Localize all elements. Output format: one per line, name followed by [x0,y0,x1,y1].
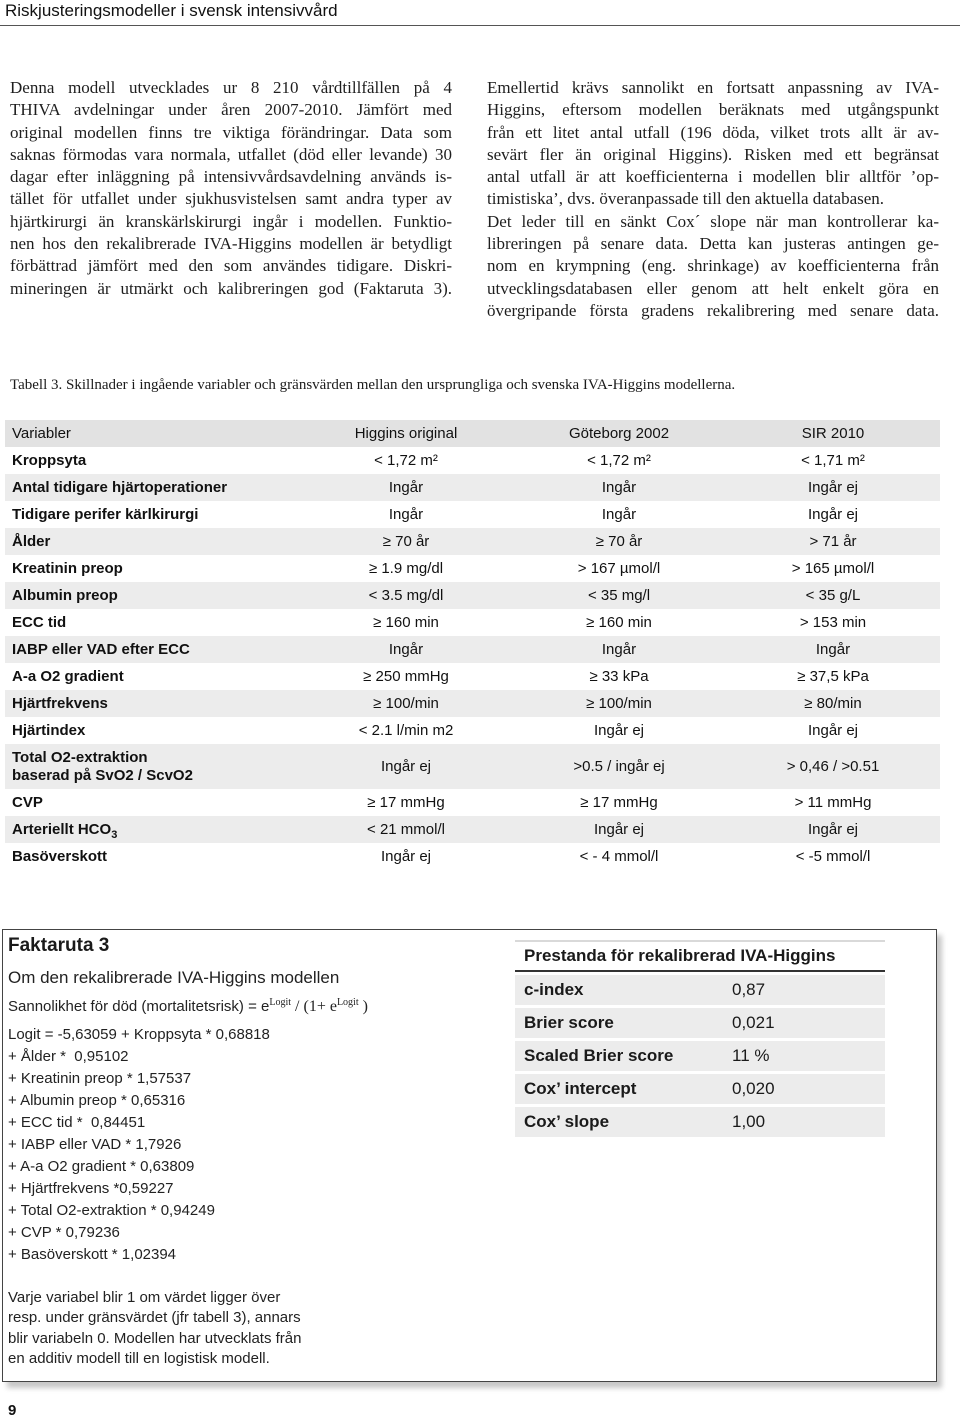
fact-box-subtitle: Om den rekalibrerade IVA-Higgins modellen [8,968,340,987]
goteborg-2002-value: Ingår [601,478,637,496]
goteborg-2002-value: Ingår [601,505,637,523]
higgins-original-value: < 3.5 mg/dl [368,586,444,604]
body-text-line: övergripande första gradens rekalibrering med senare data. [487,300,939,320]
higgins-original-value: Ingår ej [380,847,432,865]
table-caption: Tabell 3. Skillnader i ingående variabler och gränsvärden mellan den ursprungliga och svenska IVA-Higgins modellerna. [10,377,736,393]
table-row [5,474,940,501]
higgins-original-value: Ingår [388,478,424,496]
formula-line: + CVP * 0,79236 [8,1224,120,1241]
variable-label: Hjärtfrekvens [12,694,108,712]
table-row [5,501,940,528]
variable-label: Ålder [12,532,51,550]
goteborg-2002-value: < - 4 mmol/l [579,847,659,865]
goteborg-2002-value: Ingår ej [593,820,645,838]
probability-formula [8,996,368,1018]
performance-table [515,940,885,1137]
variable-label [5,744,300,789]
column-header-higgins-original: Higgins original [300,420,512,447]
higgins-original-value: ≥ 160 min [373,613,439,631]
higgins-original-value: ≥ 250 mmHg [363,667,449,685]
performance-row [515,1041,885,1071]
body-text-line: THIVA avdelningar under åren 2007-2010. Jämfört med [10,100,452,120]
body-text-line: tället för utfallet under sjukhusvistelsen samt andra typer av [10,189,452,209]
performance-row [515,1008,885,1038]
running-header-title: Riskjusteringsmodeller i svensk intensivvård [5,1,338,20]
metric-value: 0,021 [732,1013,775,1032]
table-row [5,663,940,690]
table-row [5,816,940,843]
metric-label: Scaled Brier score [524,1046,674,1065]
higgins-original-value: ≥ 100/min [373,694,439,712]
higgins-original-value: < 1,72 m² [374,451,438,469]
goteborg-2002-value: Ingår ej [593,721,645,739]
goteborg-2002-value: ≥ 160 min [586,613,652,631]
body-text-line: original modellen finns tre viktiga förändringar. Data som [10,122,452,142]
formula-line: + Albumin preop * 0,65316 [8,1092,186,1109]
metric-value: 11 % [732,1046,770,1065]
body-text-line: sevärt fler än original Higgins). Risken med ett begränsat [487,144,939,164]
sir-2010-value: < -5 mmol/l [795,847,871,865]
variable-label: ECC tid [12,613,67,631]
body-text-line: utvecklingsdatabasen eller genom att helt enkelt göra en [487,278,939,298]
table-row [5,690,940,717]
body-text-line: Higgins, eftersom modellen beräknats med utgångspunkt [487,100,939,120]
higgins-original-value: ≥ 17 mmHg [367,793,445,811]
table-row [5,717,940,744]
variable-label: CVP [12,793,43,811]
sir-2010-value: Ingår [815,640,851,658]
body-text-line: libreringen på senare data. Detta kan justeras antingen ge- [487,234,939,254]
performance-title: Prestanda för rekalibrerad IVA-Higgins [515,940,885,972]
subscript: 3 [111,828,118,841]
fact-box [2,929,937,1382]
sir-2010-value: Ingår ej [807,721,859,739]
page-number: 9 [8,1402,17,1419]
metric-label: Cox’ slope [524,1112,610,1131]
sir-2010-value: < 35 g/L [805,586,861,604]
formula-line: Logit = -5,63059 + Kroppsyta * 0,68818 [8,1026,270,1043]
probability-suffix: ) [358,998,368,1015]
variable-label: Tidigare perifer kärlkirurgi [12,505,199,523]
table-row [5,789,940,816]
formula-line: + ECC tid * 0,84451 [8,1114,146,1131]
body-text-line: Det leder till en sänkt Cox´ slope när man kontrollerar ka- [487,211,939,231]
higgins-original-value: Ingår ej [380,757,432,775]
header-rule [0,25,960,26]
variable-label: Kroppsyta [12,451,87,469]
body-text-line: saknas förmodas vara normala, utfallet (död eller levande) 30 [10,144,452,164]
note-line: resp. under gränsvärdet (jfr tabell 3), annars [8,1309,301,1327]
body-text-line: nom en krympning (eng. shrinkage) av koefficienterna från [487,256,939,276]
goteborg-2002-value: > 167 µmol/l [577,559,661,577]
goteborg-2002-value: < 35 mg/l [587,586,651,604]
sir-2010-value: > 0,46 / >0.51 [786,757,880,775]
formula-line: + IABP eller VAD * 1,7926 [8,1136,182,1153]
higgins-original-value: ≥ 1.9 mg/dl [368,559,444,577]
variable-label-text: Arteriellt HCO [12,820,112,838]
variable-label: Albumin preop [12,586,118,604]
body-text-line: Emellertid krävs sannolikt en fortsatt anpassning av IVA- [487,78,939,97]
note-line: blir variabeln 0. Modellen har utvecklats från [8,1329,302,1347]
table-row [5,555,940,582]
formula-line: + Total O2-extraktion * 0,94249 [8,1202,215,1219]
metric-value: 0,87 [732,980,766,999]
higgins-original-value: Ingår [388,640,424,658]
table-row [5,528,940,555]
body-text-line: hjärtkirurgi än kranskärlskirurgi ingår i modellen. Funktio- [10,211,452,231]
note-line: Varje variabel blir 1 om värdet ligger över [8,1289,281,1306]
body-text-line: antal utfall är att koefficienterna i modellen blir alltför ’op- [487,167,939,187]
body-column-left [10,77,452,300]
formula-line: + Basöverskott * 1,02394 [8,1246,177,1263]
formula-line: + Kreatinin preop * 1,57537 [8,1070,192,1087]
sir-2010-value: ≥ 80/min [804,694,862,712]
goteborg-2002-value: ≥ 100/min [586,694,652,712]
higgins-original-value: ≥ 70 år [382,532,430,550]
variable-label: Antal tidigare hjärtoperationer [12,478,228,496]
formula-line: + A-a O2 gradient * 0,63809 [8,1158,195,1175]
sir-2010-value: Ingår ej [807,478,859,496]
logit-formula [8,1024,270,1266]
probability-middle: / (1+ e [291,998,337,1015]
metric-label: c-index [524,980,584,999]
table-header-row [5,420,940,447]
sir-2010-value: Ingår ej [807,820,859,838]
table-row [5,744,940,789]
sir-2010-value: < 1,71 m² [801,451,865,469]
sir-2010-value: ≥ 37,5 kPa [797,667,869,685]
probability-prefix: Sannolikhet för död (mortalitetsrisk) = e [8,998,270,1015]
performance-row [515,1074,885,1104]
performance-row [515,1107,885,1137]
formula-line: + Hjärtfrekvens *0,59227 [8,1180,174,1197]
note-line: en additiv modell till en logistisk modell. [8,1349,270,1367]
performance-row [515,975,885,1005]
column-header-variabler: Variabler [5,420,300,447]
exponent: Logit [336,997,359,1008]
formula-line: + Ålder * 0,95102 [8,1048,129,1065]
table-row [5,636,940,663]
column-header-sir-2010: SIR 2010 [726,420,940,447]
body-text-line: mineringen är utmärkt och kalibreringen god (Faktaruta 3). [10,278,452,298]
variables-table [5,420,940,870]
table-row [5,447,940,474]
variable-label: Hjärtindex [12,721,86,739]
sir-2010-value: > 165 µmol/l [791,559,875,577]
goteborg-2002-value: < 1,72 m² [587,451,651,469]
body-text-line: Denna modell utvecklades ur 8 210 vårdtillfällen på 4 [10,78,452,97]
sir-2010-value: > 71 år [809,532,857,550]
higgins-original-value: < 2.1 l/min m2 [358,721,454,739]
metric-value: 0,020 [732,1079,775,1098]
metric-label: Brier score [524,1013,614,1032]
sir-2010-value: > 153 min [799,613,867,631]
variable-label: Basöverskott [12,847,108,865]
goteborg-2002-value: ≥ 17 mmHg [580,793,658,811]
body-text-line: förbättrad jämfört med den som användes tidigare. Diskri- [10,256,452,276]
exponent: Logit [269,997,292,1008]
sir-2010-value: Ingår ej [807,505,859,523]
variable-label-line: Total O2-extraktion [12,748,148,766]
sir-2010-value: > 11 mmHg [794,793,872,811]
body-text-line: dagar efter inläggning på intensivvårdsavdelning används is- [10,167,452,187]
goteborg-2002-value: >0.5 / ingår ej [573,757,665,775]
goteborg-2002-value: Ingår [601,640,637,658]
metric-label: Cox’ intercept [524,1079,637,1098]
variable-label: IABP eller VAD efter ECC [12,640,190,658]
body-text-line: nen hos den rekalibrerade IVA-Higgins modellen är betydligt [10,234,452,254]
table-row [5,609,940,636]
table-row [5,843,940,870]
fact-box-note [8,1288,301,1369]
body-text-line: timistiska’, dvs. överanpassade till den aktuella databasen. [487,189,885,209]
variable-label: Kreatinin preop [12,559,123,577]
fact-box-title: Faktaruta 3 [8,935,110,956]
goteborg-2002-value: ≥ 70 år [595,532,643,550]
body-text-line: från ett litet antal utfall (196 döda, vilket trots allt är av- [487,122,939,142]
metric-value: 1,00 [732,1112,766,1131]
variable-label [5,816,300,843]
higgins-original-value: Ingår [388,505,424,523]
table-row [5,582,940,609]
variable-label-line: baserad på SvO2 / ScvO2 [12,766,193,784]
column-header-goteborg-2002: Göteborg 2002 [512,420,726,447]
goteborg-2002-value: ≥ 33 kPa [589,667,649,685]
body-column-right [487,77,939,322]
variable-label: A-a O2 gradient [12,667,124,685]
higgins-original-value: < 21 mmol/l [367,820,445,838]
